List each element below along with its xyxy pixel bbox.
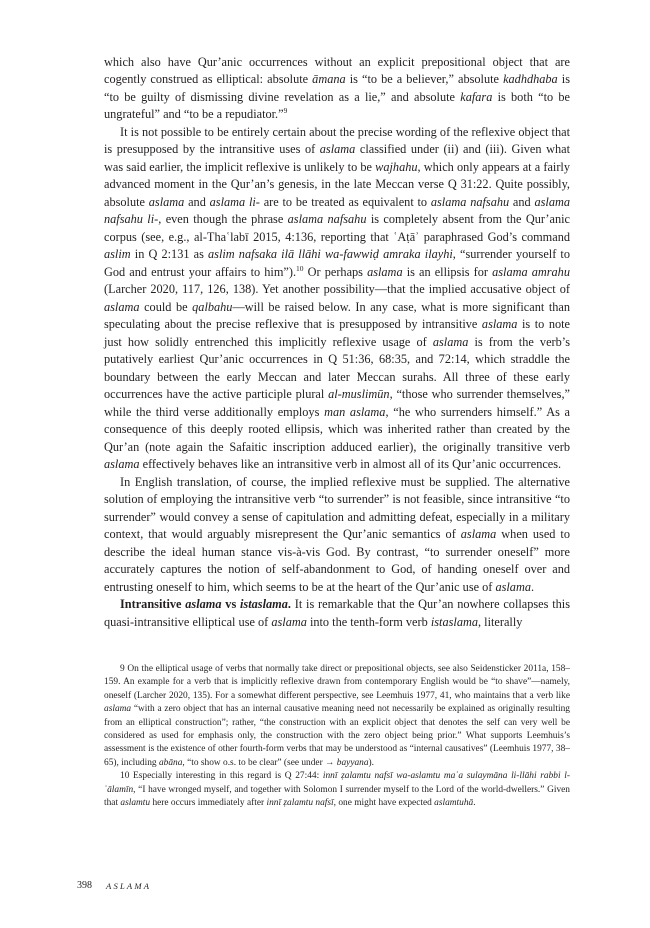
paragraph-1: which also have Qur’anic occurrences without an explicit prepositional object that are cogently construed as elliptical: absolute āmana is “to be a believer,” absolute kadhdhaba is “to be guilty of dismissing divine revelation as a lie,” and absolute kafara is both “to be ungrateful” and “to be a repudiator.”$^9$ — [104, 55, 570, 122]
footnote-10: 10 Especially interesting in this regard is Q 27:44: innī ẓalamtu nafsī wa-aslamtu maʿa sulaymāna li-llāhi rabbi l-ʿālamīn, “I have wronged myself, and together with Solomon I surrender myself to the Lord of the world-dwellers.” Given that aslamtu here occurs immediately after innī ẓalamtu nafsī, one might have expected aslamtuhā. — [104, 771, 570, 809]
page-body — [104, 54, 570, 810]
page-number: 398 — [77, 880, 92, 891]
paragraph-4: Intransitive aslama vs istaslama. It is remarkable that the Qur’an nowhere collapses this quasi-intransitive elliptical use of aslama into the tenth-form verb istaslama, literally — [104, 597, 570, 629]
paragraph-3: In English translation, of course, the implied reflexive must be supplied. The alternative solution of employing the intransitive verb “to surrender” is not feasible, since intransitive “to surrender” would convey a sense of capitulation and admitting defeat, especially in a military context, that would arguably misrepresent the Qur’anic semantics of aslama when used to describe the ideal human stance vis-à-vis God. By contrast, “to surrender oneself” more accurately captures the notion of self-abandonment to God, of handing oneself over and entrusting oneself to him, which seems to be at the heart of the Qur’anic use of aslama. — [104, 474, 570, 594]
running-head: ASLAMA — [106, 881, 152, 891]
footnotes — [104, 663, 570, 810]
paragraph-2: It is not possible to be entirely certain about the precise wording of the reflexive object that is presupposed by the intransitive uses of aslama classified under (ii) and (iii). Given what was said earlier, the implicit reflexive is unlikely to be wajhahu, which only appears at a fairly advanced moment in the Qur’an’s genesis, in the late Meccan verse Q 31:22. Quite possibly, absolute aslama and aslama li- are to be treated as equivalent to aslama nafsahu and aslama nafsahu li-, even though the phrase aslama nafsahu is completely absent from the Qur’anic corpus (see, e.g., al-Thaʿlabī 2015, 4:136, reporting that ʿAṭāʾ paraphrased God’s command aslim in Q 2:131 as aslim nafsaka ilā llāhi wa-fawwiḍ amraka ilayhi, “surrender yourself to God and entrust your affairs to him”).$^{10}$ Or perhaps aslama is an ellipsis for aslama amrahu (Larcher 2020, 117, 126, 138). Yet another possibility—that the implied accusative object of aslama could be qalbahu—will be raised below. In any case, what is more significant than speculating about the precise reflexive that is presupposed by intransitive aslama is to note just how solidly entrenched this implicitly reflexive usage of aslama is from the verb’s putatively earliest Qur’anic occurrences in Q 51:36, 68:35, and 72:14, which straddle the boundary between the early Meccan and later Meccan surahs. All three of these early occurrences have the active participle plural al-muslimūn, “those who surrender themselves,” while the third verse additionally employs man aslama, “he who surrenders himself.” As a consequence of this deeply rooted ellipsis, which was inherited rather than created by the Qur’an (note again the Safaitic inscription adduced earlier), the originally transitive verb aslama effectively behaves like an intransitive verb in almost all of its Qur’anic occurrences. — [104, 124, 571, 472]
footnote-9: 9 On the elliptical usage of verbs that normally take direct or prepositional objects, see also Seidensticker 2011a, 158–159. An example for a verb that is implicitly reflexive drawn from contemporary English would be “to shave”—namely, oneself (Larcher 2020, 135). For a somewhat different perspective, see Leemhuis 1977, 41, who maintains that a verb like aslama “with a zero object that has an internal causative meaning need not necessarily be explained as originally resulting from an elliptical construction”; rather, “the construction with an explicit object that denotes the self can very well be considered as used for emphasis only, the construction with the zero object being prior.” What supports Leemhuis’s assessment is the existence of other fourth-form verbs that may be understood as “internal causatives” (Leemhuis 1977, 38–65), including abāna, “to show o.s. to be clear” (see under → bayyana). — [104, 663, 570, 768]
